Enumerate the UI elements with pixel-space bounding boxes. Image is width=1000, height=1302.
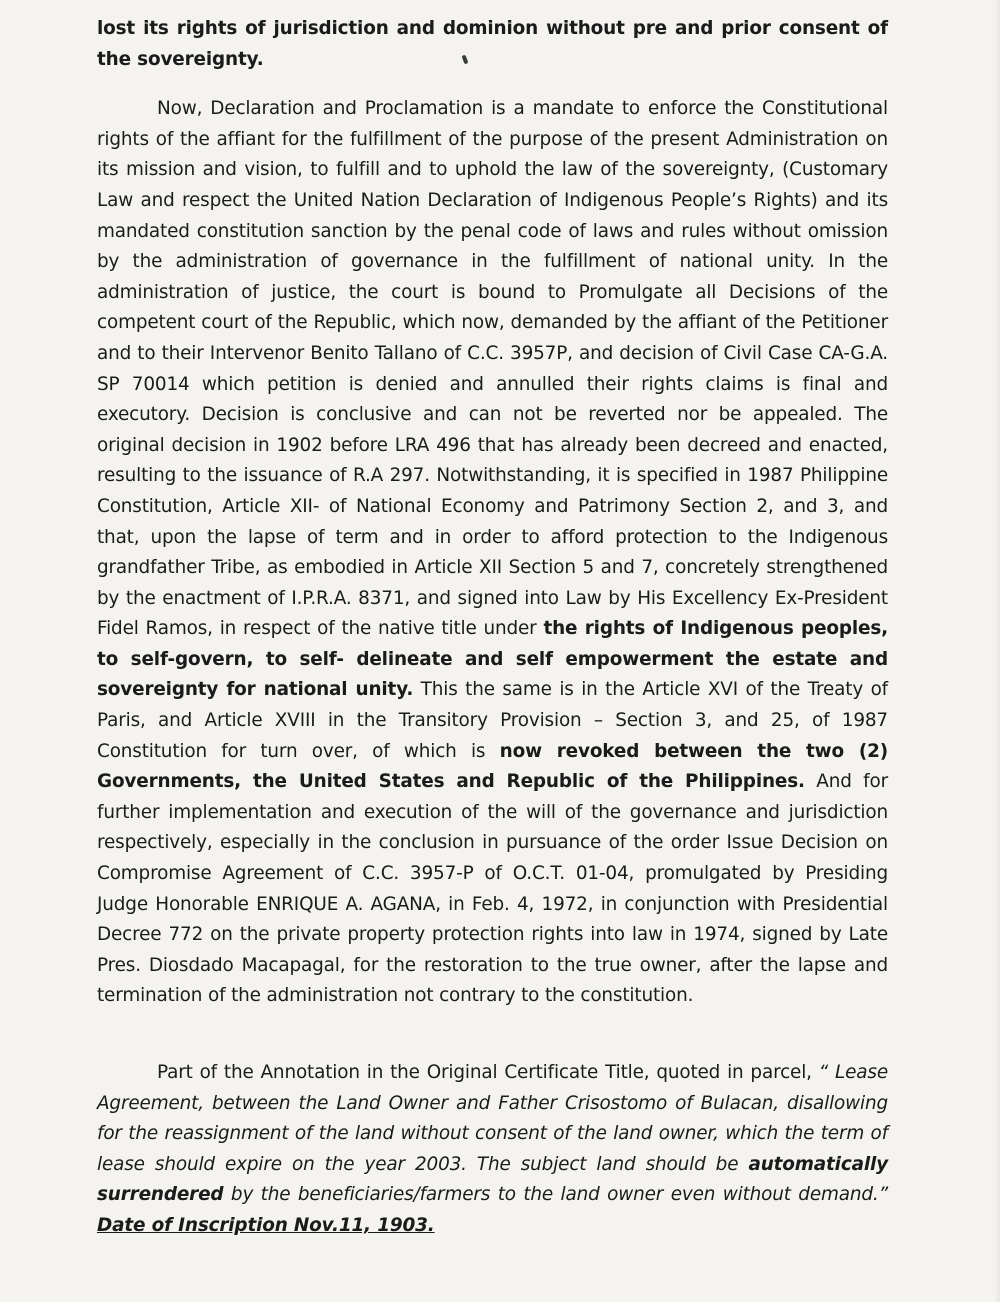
italic-quote: by the beneficiaries/farmers to the land owner even without demand.”: [223, 1184, 888, 1206]
bold-text: now revoked between the two (2) Governments, the United States and Republic of the Philippines.: [97, 740, 888, 793]
paragraph-sovereignty: [97, 14, 888, 75]
paragraph-annotation: [97, 1058, 888, 1242]
body-text: And for further implementation and execution of the will of the governance and jurisdiction respectively, especially in the conclusion in pursuance of the order Issue Decision on Compromise Agreement of C.C. 3957-P of O.C.T. 01-04, promulgated by Presiding Judge Honorable ENRIQUE A. AGANA, in Feb. 4, 1972, in conjunction with Presidential Decree 772 on the private property protection rights into law in 1974, signed by Late Pres. Diosdado Macapagal, for the restoration to the true owner, after the lapse and termination of the administration not contrary to the constitution.: [97, 771, 888, 1007]
body-text: Now, Declaration and Proclamation is a mandate to enforce the Constitutional rights of the affiant for the fulfillment of the purpose of the present Administration on its mission and vision, to fulfill and to uphold the law of the sovereignty, (Customary Law and respect the United Nation Declaration of Indigenous People’s Rights) and its mandated constitution sanction by the penal code of laws and rules without omission by the administration of governance in the fulfillment of national unity. In the administration of justice, the court is bound to Promulgate all Decisions of the competent court of the Republic, which now, demanded by the affiant of the Petitioner and to their Intervenor Benito Tallano of C.C. 3957P, and decision of Civil Case CA-G.A. SP 70014 which petition is denied and annulled their rights claims is final and executory. Decision is conclusive and can not be reverted nor be appealed. The original decision in 1902 before LRA 496 that has already been decreed and enacted, resulting to the issuance of R.A 297. Notwithstanding, it is specified in 1987 Philippine Constitution, Article XII- of National Economy and Patrimony Section 2, and 3, and that, upon the lapse of term and in order to afford protection to the Indigenous grandfather Tribe, as embodied in Article XII Section 5 and 7, concretely strengthened by the enactment of I.P.R.A. 8371, and signed into Law by His Excellency Ex-President Fidel Ramos, in respect of the native title under: [97, 98, 888, 640]
inscription-date: Date of Inscription Nov.11, 1903.: [97, 1214, 435, 1236]
body-text: This the same is in the Article XVI of the Treaty of Paris, and Article XVIII in the Transitory Provision – Section 3, and 25, of 1987 Constitution for turn over, of which is: [97, 679, 889, 762]
paragraph-declaration: [97, 94, 888, 1012]
document-body: [97, 14, 888, 1242]
bold-text: the rights of Indigenous peoples, to self-govern, to self- delineate and self empowerment the estate and sovereignty for national unity.: [97, 618, 889, 701]
page-edge-shadow: [994, 0, 1000, 1302]
italic-bold-text: automatically surrendered: [97, 1153, 888, 1206]
body-text: Part of the Annotation in the Original Certificate Title, quoted in parcel,: [157, 1062, 819, 1083]
italic-quote: “ Lease Agreement, between the Land Owner and Father Crisostomo of Bulacan, disallowing for the reassignment of the land without consent of the land owner, which the term of lease should expire on the year 2003. The subject land should be: [97, 1062, 888, 1175]
bold-text: lost its rights of jurisdiction and dominion without pre and prior consent of the sovereignty.: [97, 18, 888, 70]
